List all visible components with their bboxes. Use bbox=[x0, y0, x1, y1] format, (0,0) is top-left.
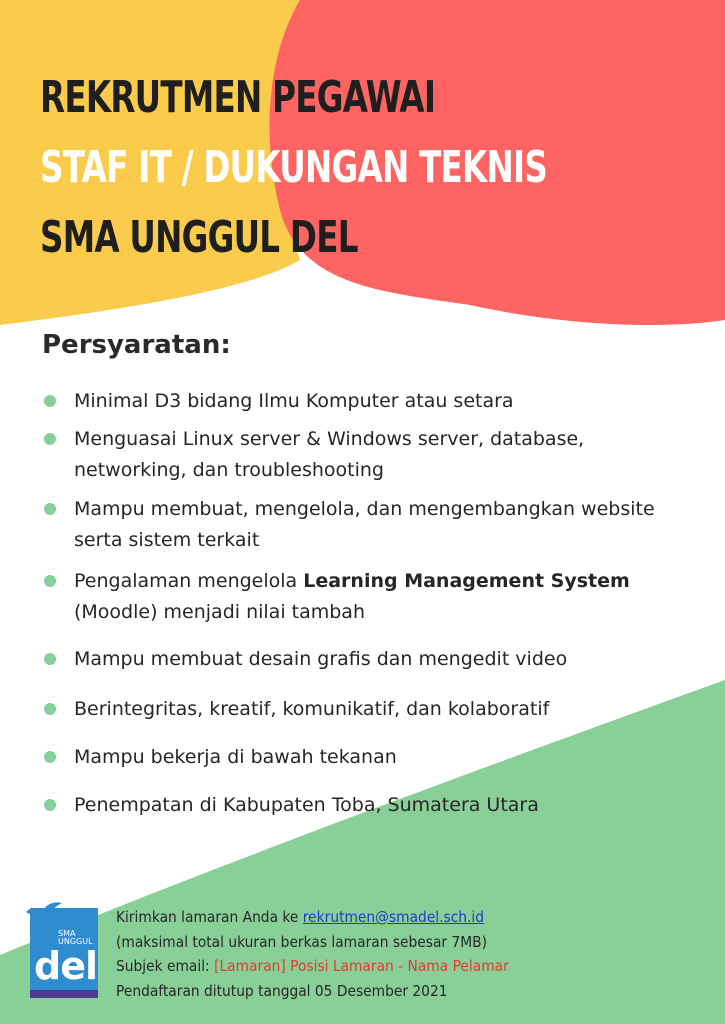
requirement-text: Mampu membuat, mengelola, dan mengembangkan website serta sistem terkait bbox=[74, 498, 655, 551]
bullet-dot-icon bbox=[44, 395, 56, 407]
requirement-text: Mampu bekerja di bawah tekanan bbox=[74, 746, 397, 768]
list-item bbox=[44, 424, 694, 486]
school-logo bbox=[24, 900, 100, 1000]
requirement-text-pre: Pengalaman mengelola bbox=[74, 570, 304, 592]
requirement-text-post: (Moodle) menjadi nilai tambah bbox=[74, 601, 365, 623]
requirement-text: Menguasai Linux server & Windows server, database, networking, dan troubleshooting bbox=[74, 428, 585, 481]
list-item bbox=[44, 494, 694, 556]
requirement-text: Minimal D3 bidang Ilmu Komputer atau setara bbox=[74, 390, 514, 412]
list-item bbox=[44, 644, 694, 675]
headline-recruitment: REKRUTMEN PEGAWAI bbox=[40, 72, 436, 123]
subject-line bbox=[116, 954, 509, 979]
requirement-text: Penempatan di Kabupaten Toba, Sumatera Utara bbox=[74, 794, 539, 816]
list-item bbox=[44, 790, 694, 821]
size-note: (maksimal total ukuran berkas lamaran sebesar 7MB) bbox=[116, 932, 488, 951]
bullet-dot-icon bbox=[44, 799, 56, 811]
headline-school: SMA UNGGUL DEL bbox=[40, 212, 358, 263]
logo-bar bbox=[30, 990, 98, 998]
footer bbox=[24, 900, 714, 1010]
logo-text-sma: SMA bbox=[58, 929, 76, 938]
subject-label: Subjek email: bbox=[116, 957, 215, 975]
application-info bbox=[116, 905, 509, 1003]
send-line bbox=[116, 905, 509, 930]
requirement-text bbox=[74, 566, 694, 628]
subject-value: [Lamaran] Posisi Lamaran - Nama Pelamar bbox=[214, 957, 509, 975]
bullet-dot-icon bbox=[44, 751, 56, 763]
requirements-title: Persyaratan: bbox=[42, 330, 231, 360]
list-item bbox=[44, 386, 694, 417]
bullet-dot-icon bbox=[44, 653, 56, 665]
list-item bbox=[44, 694, 694, 725]
list-item bbox=[44, 566, 694, 628]
bullet-dot-icon bbox=[44, 703, 56, 715]
logo-text-unggul: UNGGUL bbox=[58, 937, 93, 946]
requirement-text-bold: Learning Management System bbox=[303, 570, 630, 592]
logo-text-del: del bbox=[34, 944, 97, 988]
deadline-line: Pendaftaran ditutup tanggal 05 Desember 2021 bbox=[116, 981, 448, 1000]
bullet-dot-icon bbox=[44, 503, 56, 515]
list-item bbox=[44, 742, 694, 773]
headline-position: STAF IT / DUKUNGAN TEKNIS bbox=[40, 142, 548, 193]
bird-icon bbox=[24, 900, 64, 926]
bullet-dot-icon bbox=[44, 433, 56, 445]
bullet-dot-icon bbox=[44, 575, 56, 587]
email-link[interactable]: rekrutmen@smadel.sch.id bbox=[302, 908, 485, 926]
requirement-text: Mampu membuat desain grafis dan mengedit video bbox=[74, 648, 568, 670]
requirement-text: Berintegritas, kreatif, komunikatif, dan kolaboratif bbox=[74, 698, 550, 720]
send-prefix: Kirimkan lamaran Anda ke bbox=[116, 908, 303, 926]
